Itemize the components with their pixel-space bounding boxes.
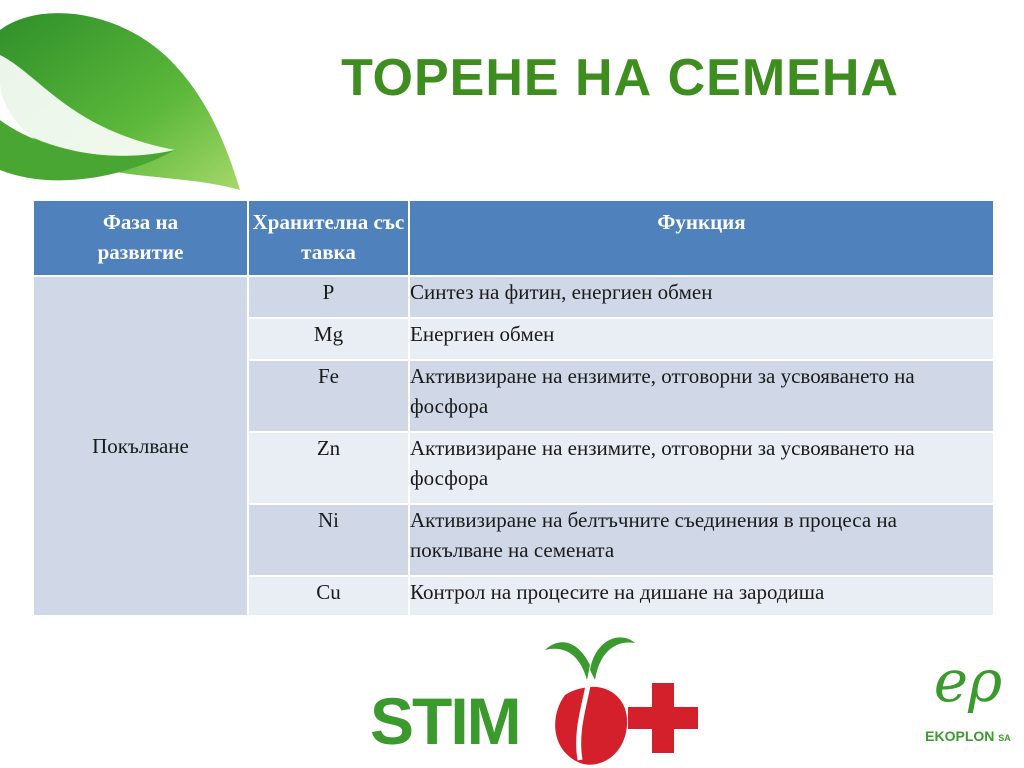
ekoplon-logo <box>918 647 1018 760</box>
function-cell: Активизиране на белтъчните съединения в процеса на покълване на семената <box>409 504 994 576</box>
function-cell: Синтез на фитин, енергиен обмен <box>409 276 994 318</box>
function-cell: Активизиране на ензимите, отговорни за усвояването на фосфора <box>409 360 994 432</box>
ekoplon-name <box>918 728 1018 744</box>
header-function: Функция <box>409 200 994 276</box>
stim-logo-text: STIM <box>370 684 520 758</box>
ekoplon-suffix: SA <box>998 733 1011 743</box>
component-cell: Zn <box>248 432 409 504</box>
stim-plus-logo <box>370 625 700 765</box>
component-cell: Ni <box>248 504 409 576</box>
nutrient-table <box>32 199 995 617</box>
header-phase: Фаза на развитие <box>33 200 248 276</box>
component-cell: Cu <box>248 576 409 616</box>
phase-cell: Покълване <box>33 276 248 616</box>
component-cell: P <box>248 276 409 318</box>
function-cell: Енергиен обмен <box>409 318 994 360</box>
ekoplon-name-text: EKOPLON <box>925 728 995 744</box>
page-title: ТОРЕНЕ НА СЕМЕНА <box>341 49 899 107</box>
header-component: Хранителна съставка <box>248 200 409 276</box>
plus-icon <box>628 683 698 753</box>
sprout-seed-icon <box>545 625 635 765</box>
component-cell: Fe <box>248 360 409 432</box>
table-row <box>33 276 994 318</box>
component-cell: Mg <box>248 318 409 360</box>
function-cell: Активизиране на ензимите, отговорни за усвояването на фосфора <box>409 432 994 504</box>
function-cell: Контрол на процесите на дишане на зародиша <box>409 576 994 616</box>
leaf-decoration <box>0 0 250 200</box>
table-header-row <box>33 200 994 276</box>
ekoplon-mark: eρ <box>933 647 1003 715</box>
